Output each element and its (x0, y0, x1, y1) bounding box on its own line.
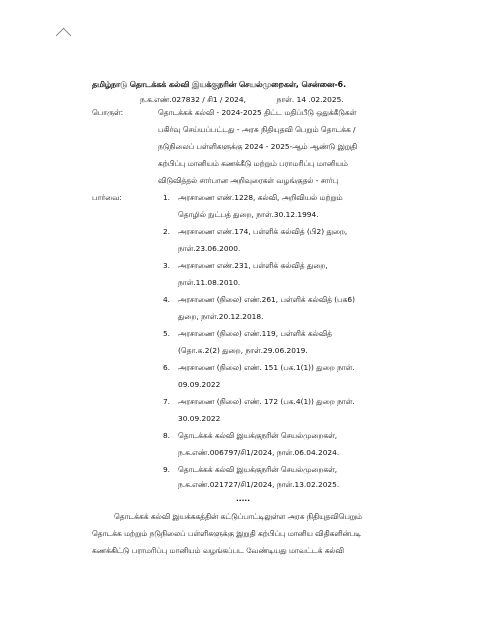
subject-label: பொருள்: (92, 108, 124, 117)
reference-line: அரசாணை (நிலை) எண். 172 (பக.4(1)) துறை நாள். (178, 397, 355, 406)
document-date: நாள். 14 .02.2025. (276, 95, 344, 104)
reference-line: தொழில் நுட்பத் துறை, நாள்.30.12.1994. (178, 210, 319, 219)
reference-line: ந.க.எண்.006797/சி1/2024, நாள்.06.04.2024. (178, 448, 340, 457)
reference-line: அரசாணை எண்.231, பள்ளிக் கல்வித் துறை, (178, 261, 328, 270)
reference-number: 4. (162, 295, 170, 304)
reference-line: நாள்.23.06.2000. (178, 244, 241, 253)
reference-line: 30.09.2022 (178, 414, 221, 423)
reference-line: அரசாணை (நிலை) எண்.261, பள்ளிக் கல்வித் (பக6) (178, 295, 355, 304)
reference-label: பார்வை: (92, 193, 122, 202)
section-separator: ..... (236, 494, 251, 503)
subject-line: விடுவித்தல் சார்பான அறிவுரைகள் வழங்குதல் - சார்பு (158, 176, 339, 185)
reference-number: 5. (162, 329, 170, 338)
reference-line: தொடக்கக் கல்வி இயக்குநரின் செயல்முறைகள், (178, 465, 338, 474)
reference-number: 8. (162, 431, 170, 440)
reference-line: ந.க.எண்.021727/சி1/2024, நாள்.13.02.2025. (178, 480, 340, 489)
body-paragraph-line: தொடக்க மற்றும் நடுநிலைப் பள்ளிகளுக்கு இறுதி கற்பிப்பு மானிய விதிகளின்படி (92, 529, 362, 538)
reference-number: 7. (162, 397, 170, 406)
reference-line: (தொ.க.2(2) துறை, நாள்.29.06.2019. (178, 346, 308, 355)
document-heading: தமிழ்நாடு தொடக்கக் கல்வி இயக்குநரின் செயல்முறைகள், சென்னை-6. (92, 80, 347, 89)
body-paragraph-line: தொடக்கக் கல்வி இயக்ககத்தின் கட்டுப்பாட்டிலுள்ள அரசு நிதியுதவிபெறும் (114, 512, 363, 521)
reference-number: 3. (162, 261, 170, 270)
reference-number: 1. (162, 193, 170, 202)
reference-line: துறை, நாள்.20.12.2018. (178, 312, 264, 321)
ref-number: ந.க.எண்.027832 / சி1 / 2024, (140, 95, 246, 104)
reference-line: அரசாணை எண்.1228, கல்வி, அறிவியல் மற்றும் (178, 193, 343, 202)
subject-line: நடுநிலைப் பள்ளிகளுக்கு 2024 - 2025-ஆம் ஆண்டு இறுதி (158, 142, 358, 151)
reference-line: அரசாணை (நிலை) எண். 151 (பக.1(1)) துறை நாள். (178, 363, 355, 372)
subject-line: தொடக்கக் கல்வி - 2024-2025 திட்ட மதிப்பீடு ஒதுக்கீடுகள் (158, 108, 357, 117)
reference-line: 09.09.2022 (178, 380, 221, 389)
subject-line: கற்பிப்பு மானியம் கணக்கீடு மற்றும் பராமரிப்பு மானியம் (158, 159, 348, 168)
reference-line: அரசாணை (நிலை) எண்.119, பள்ளிக் கல்வித் (178, 329, 332, 338)
reference-line: தொடக்கக் கல்வி இயக்குநரின் செயல்முறைகள், (178, 431, 338, 440)
reference-number: 6. (162, 363, 170, 372)
scan-corner-mark (56, 28, 72, 44)
subject-line: பகிர்வு செய்யப்பட்டது - அரசு நிதியுதவி பெறும் தொடக்க / (158, 125, 356, 134)
reference-number: 2. (162, 227, 170, 236)
reference-number-line (140, 95, 344, 105)
reference-number: 9. (162, 465, 170, 474)
reference-line: நாள்.11.08.2010. (178, 278, 241, 287)
reference-line: அரசாணை எண்.174, பள்ளிக் கல்வித் (பி2) துறை, (178, 227, 348, 236)
body-paragraph-line: கணக்கிட்டு பராமரிப்பு மானியம் வழங்கப்பட வேண்டியது மாவட்டக் கல்வி (92, 546, 344, 555)
